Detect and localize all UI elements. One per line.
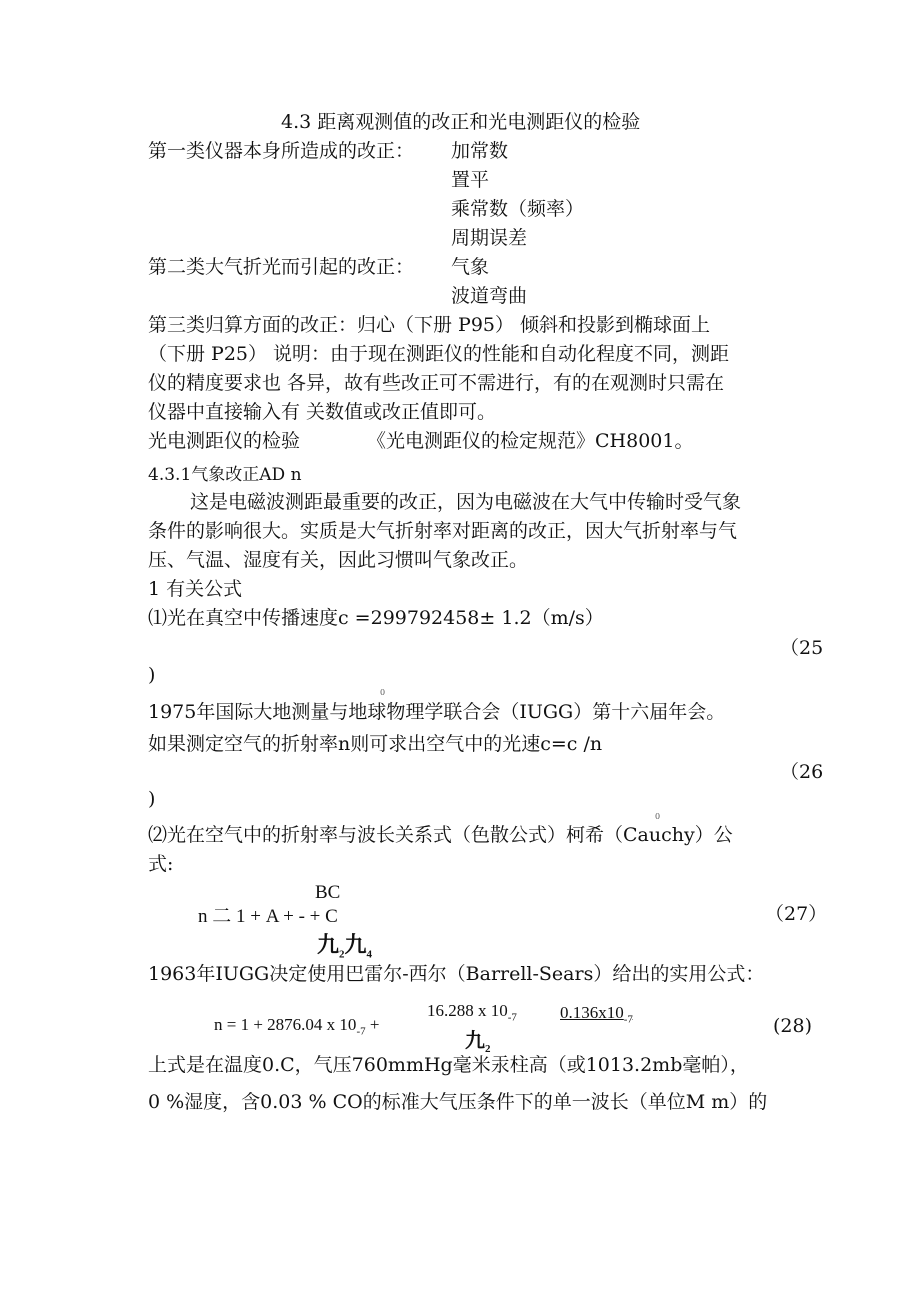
formula27-sub-b: 4 [366, 948, 373, 961]
formula28-left [214, 1015, 379, 1037]
formula27-bottom-b: 九 [344, 932, 367, 957]
closing-line-2: 0 %湿度，含0.03 % CO的标准大气压条件下的单一波长（单位M m）的 [148, 1091, 768, 1113]
class1-item-4: 周期误差 [451, 227, 528, 249]
item-2-line-1: ⑵光在空气中的折射率与波长关系式（色散公式）柯希（Cauchy）公 [148, 824, 733, 846]
formula27-bottom-a: 九 [317, 932, 340, 957]
formula28-num2: 0.136x10 [560, 1003, 624, 1022]
class2-item-1: 气象 [451, 256, 490, 278]
inspection-spec: 《光电测距仪的检定规范》CH8001。 [367, 430, 694, 452]
eq25-close: ) [148, 664, 156, 686]
subheading-formulas: 1 有关公式 [148, 578, 243, 600]
item-1-vacuum-speed: ⑴光在真空中传播速度c =299792458± 1.2（m/s） [148, 607, 604, 629]
iugg-line: 1975年国际大地测量与地球物理学联合会（IUGG）第十六届年会。 [148, 701, 726, 723]
formula27-denominator [317, 928, 372, 960]
light-speed-line: 如果测定空气的折射率n则可求出空气中的光速c=c /n [148, 733, 603, 755]
class1-item-3: 乘常数（频率） [451, 198, 585, 220]
eq26-close: ) [148, 788, 156, 810]
class1-item-2: 置平 [451, 169, 490, 191]
para-line-3: 压、气温、湿度有关，因此习惯叫气象改正。 [148, 549, 529, 571]
formula28-den: 九 [465, 1030, 485, 1052]
class1-item-1: 加常数 [451, 140, 509, 162]
formula27-top: BC [315, 882, 341, 903]
formula28-den-exp: 2 [485, 1043, 491, 1055]
class3-line-2: （下册 P25） 说明：由于现在测距仪的性能和自动化程度不同，测距 [148, 343, 730, 365]
class3-line-1: 第三类归算方面的改正：归心（下册 P95） 倾斜和投影到椭球面上 [148, 314, 711, 336]
formula27-main: n 二 1 + A + - + C [198, 906, 338, 927]
class2-item-2: 波道弯曲 [451, 285, 528, 307]
formula28-number: (28) [773, 1015, 813, 1037]
dot-mark-2: 0 [655, 812, 661, 821]
formula28-num1: 16.288 x 10 [427, 1001, 508, 1020]
class1-label: 第一类仪器本身所造成的改正： [148, 140, 415, 162]
class2-label: 第二类大气折光而引起的改正： [148, 256, 415, 278]
dot-mark-1: 0 [380, 688, 386, 697]
inspection-label: 光电测距仪的检验 [148, 430, 301, 452]
closing-line-1: 上式是在温度0.C，气压760mmHg毫米汞柱高（或1013.2mb毫帕）， [148, 1054, 749, 1076]
section-431-heading: 4.3.1气象改正AD n [148, 465, 302, 485]
formula28-num2-exp: -7 [623, 1013, 633, 1026]
item-2-line-2: 式: [148, 853, 174, 875]
class3-line-4: 仪器中直接输入有 关数值或改正值即可。 [148, 401, 497, 423]
eq25-number: （25 [780, 637, 824, 659]
formula28-left-tail: + [365, 1015, 380, 1034]
formula28-num1-exp: -7 [507, 1011, 517, 1024]
barrell-sears-line: 1963年IUGG决定使用巴雷尔-西尔（Barrell-Sears）给出的实用公式： [148, 963, 765, 985]
para-line-2: 条件的影响很大。实质是大气折射率对距离的改正，因大气折射率与气 [148, 520, 738, 542]
formula28-numerator-1 [427, 1001, 517, 1023]
class3-line-3: 仪的精度要求也 各异，故有些改正可不需进行，有的在观测时只需在 [148, 372, 725, 394]
formula28-denominator [465, 1024, 491, 1055]
formula28-left-text: n = 1 + 2876.04 x 10 [214, 1015, 357, 1034]
formula28-left-exp: -7 [356, 1025, 366, 1038]
formula27-number: （27） [765, 903, 828, 925]
eq26-number: （26 [780, 761, 824, 783]
formula28-numerator-2 [560, 1003, 633, 1025]
para-line-1: 这是电磁波测距最重要的改正，因为电磁波在大气中传输时受气象 [190, 491, 742, 513]
section-title: 4.3 距离观测值的改正和光电测距仪的检验 [281, 111, 641, 133]
formula27-sub-a: 2 [339, 948, 345, 961]
